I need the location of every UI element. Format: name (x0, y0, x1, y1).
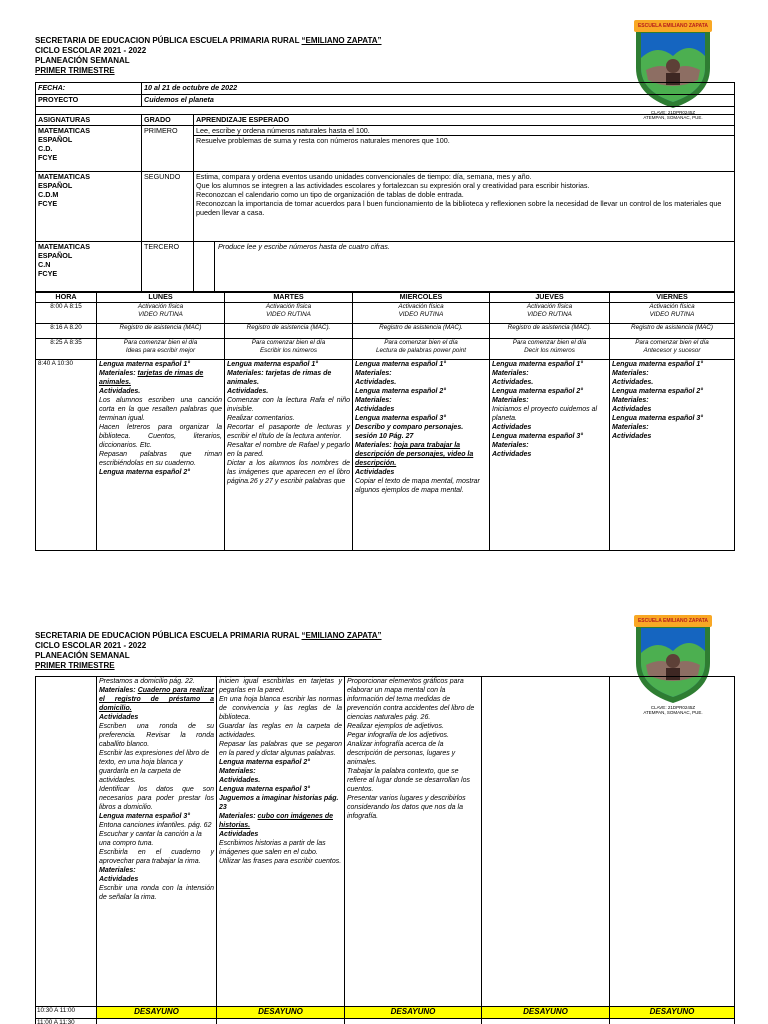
col-martes: MARTES (225, 292, 353, 303)
materials-value: cubo con imágenes de historias. (219, 813, 333, 829)
break-cell: DESAYUNO (482, 1007, 610, 1019)
block-heading: Lengua materna español 1° (612, 361, 704, 368)
block-heading: Lengua materna español 1° (492, 361, 584, 368)
activity-text: Activación física (265, 303, 312, 310)
materials-value: Cuaderno para realizar el registro de préstamo a domicilio. (99, 687, 214, 712)
block-heading: Lengua materna español 2° (612, 388, 704, 395)
subject: FCYE (38, 199, 58, 208)
document-header (35, 631, 382, 671)
activity-text: Escuchar y cantar la canción a la una compro tuna. (99, 831, 202, 847)
subjects-cell (36, 172, 142, 242)
grade-cell: SEGUNDO (142, 172, 194, 242)
plan-title: PLANEACIÓN SEMANAL (35, 56, 130, 65)
activity-text: Escriben una ronda de su preferencia. Revisar la ronda caballito blanco. (99, 723, 214, 748)
school-prefix: SECRETARIA DE EDUCACION PÚBLICA ESCUELA PRIMARIA RURAL (35, 36, 302, 45)
wednesday-block-continued (345, 677, 482, 1007)
materials-label: Materiales: (492, 442, 529, 449)
activity-text: VIDEO RUTINA (138, 311, 183, 318)
activity-text: En una hoja blanca escribir las normas de convivencia y las reglas de la biblioteca. (219, 696, 342, 721)
subject: MATEMATICAS (38, 126, 91, 135)
time-cell (36, 677, 97, 1007)
activity-cell (490, 303, 610, 324)
activity-text: Dictar a los alumnos los nombres de las imágenes que aparecen en el libro página.26 y 27 y escribir palabras que (227, 460, 350, 485)
learning-item: Reconozcan la importancia de tomar acuerdos para l buen funcionamiento de la biblioteca y reflexionen sobre la necesidad de llevar un control de los materiales que pueden llevar a casa. (196, 199, 722, 217)
subjects-cell (36, 126, 142, 172)
break-cell: DESAYUNO (217, 1007, 345, 1019)
activity-text: VIDEO RUTINA (266, 311, 311, 318)
activity-text: Realizar ejemplos de adjetivos. (347, 723, 444, 730)
block-heading: Lengua materna español 2° (219, 759, 311, 766)
block-heading: Lengua materna español 2° (355, 388, 447, 395)
logo-caption-2: ATEMPAN, SOMANAC, PUE. (643, 115, 703, 120)
activity-text: Analizar infografía acerca de la descripción de personas, lugares y animales. (347, 741, 456, 766)
materials-label: Materiales: (612, 397, 649, 404)
activity-cell: Registro de asistencia (MAC). (225, 324, 353, 339)
header-grado: GRADO (142, 115, 194, 126)
empty-cell (610, 1019, 735, 1024)
activity-cell (225, 303, 353, 324)
monday-block (97, 360, 225, 551)
monday-block-continued (97, 677, 217, 1007)
activity-text: Escribir una ronda con la intensión de señalar la rima. (99, 885, 214, 901)
activity-cell: Registro de asistencia (MAC). (353, 324, 490, 339)
thursday-block-continued (482, 677, 610, 1007)
activity-text: Iniciamos el proyecto cuidemos al planeta. (492, 406, 598, 422)
activity-text: Trabajar la palabra contexto, que se refiere al lugar donde se desarrollan los cuentos. (347, 768, 470, 793)
school-line (35, 631, 382, 641)
block-heading: Lengua materna español 3° (219, 786, 311, 793)
plan-title: PLANEACIÓN SEMANAL (35, 651, 130, 660)
activity-text: Repasan palabras que riman escribiéndolas en su cuaderno. (99, 451, 222, 467)
subject: ESPAÑOL (38, 251, 73, 260)
page-2 (0, 595, 768, 1024)
activity-text: Escribirla en el cuaderno y aprovechar para trabajar la rima. (99, 849, 214, 865)
activity-cell: Registro de asistencia (MAC). (490, 324, 610, 339)
activities-label: Actividades. (227, 388, 269, 395)
activity-cell (353, 339, 490, 360)
activities-label: Actividades (99, 714, 139, 721)
col-viernes: VIERNES (610, 292, 735, 303)
activity-text: Activación física (137, 303, 184, 310)
materials-label: Materiales: (99, 370, 138, 377)
empty-cell (482, 1019, 610, 1024)
col-lunes: LUNES (97, 292, 225, 303)
activity-cell (97, 303, 225, 324)
activity-text: Repasar las palabras que se pegaron en la pared y dictar algunas palabras. (219, 741, 342, 757)
tuesday-block-continued (217, 677, 345, 1007)
activity-text: Pegar infografía de los adjetivos. (347, 732, 449, 739)
activity-text: VIDEO RUTINA (527, 311, 572, 318)
subject: C.N (38, 260, 51, 269)
block-heading: Lengua materna español 1° (355, 361, 447, 368)
activity-text: Para comenzar bien el día (635, 339, 709, 346)
time-cell: 8:16 A 8.20 (36, 324, 97, 339)
materials-line (99, 686, 214, 713)
fecha-label: FECHA: (36, 83, 142, 95)
learning-item: Reconozcan el calendario como un tipo de organización de tablas de doble entrada. (196, 190, 464, 199)
materials-label: Materiales: (355, 370, 392, 377)
tuesday-block (225, 360, 353, 551)
subject: ESPAÑOL (38, 135, 73, 144)
activity-text: Hacen letreros para organizar la biblioteca. Cuentos, literarios, diccionarios. Etc. (99, 424, 222, 449)
activities-label: Actividades (219, 831, 259, 838)
learning-cell (194, 242, 735, 293)
activity-text: Decir los números (524, 347, 575, 354)
grade-cell: PRIMERO (142, 126, 194, 172)
logo-caption-2: ATEMPAN, SOMANAC, PUE. (643, 710, 703, 715)
time-cell: 10:30 A 11:00 (36, 1007, 97, 1019)
activities-label: Actividades. (219, 777, 261, 784)
materials-line (99, 369, 222, 387)
activity-text: Presentar varios lugares y describirlos considerando los datos que nos da la infografía. (347, 795, 466, 820)
activity-text: Ideas para escribir mejor (125, 347, 196, 354)
activity-text: Escribimos historias a partir de las imágenes que salen en el cubo. (219, 840, 326, 856)
break-cell: DESAYUNO (345, 1007, 482, 1019)
activities-label: Actividades. (612, 379, 654, 386)
block-heading: Lengua materna español 3° (492, 433, 584, 440)
activity-text: Prestamos a domicilio pág. 22. (99, 678, 195, 685)
block-heading: Lengua materna español 1° (99, 361, 191, 368)
logo-caption-1: CLAVE: 21DPR0245Z (650, 110, 696, 115)
materials-label: Materiales: (355, 442, 394, 449)
materials-label: Materiales: (612, 424, 649, 431)
col-miercoles: MIERCOLES (353, 292, 490, 303)
activity-text: Entona canciones infantiles. pág. 62 (99, 822, 212, 829)
header-aprendizaje: APRENDIZAJE ESPERADO (194, 115, 735, 126)
wednesday-block (353, 360, 490, 551)
activity-cell (610, 303, 735, 324)
activities-label: Actividades (612, 406, 652, 413)
proyecto-value: Cuidemos el planeta (142, 95, 735, 107)
block-heading: Lengua materna español 3° (99, 813, 191, 820)
activity-cell: Registro de asistencia (MAC) (97, 324, 225, 339)
activity-text: Para comenzar bien el día (123, 339, 198, 346)
activity-text: Para comenzar bien el día (512, 339, 587, 346)
subject: C.D.M (38, 190, 59, 199)
subject: ESPAÑOL (38, 181, 73, 190)
empty-cell (97, 1019, 217, 1024)
materials-line: Materiales: tarjetas de rimas de animales. (227, 370, 332, 386)
school-line (35, 36, 382, 46)
activity-cell: Registro de asistencia (MAC) (610, 324, 735, 339)
materials-label: Materiales: (99, 687, 138, 694)
activity-cell (490, 339, 610, 360)
activity-text: Lectura de palabras power point (376, 347, 466, 354)
activity-text: Para comenzar bien el día (251, 339, 326, 346)
school-name: “EMILIANO ZAPATA” (301, 631, 382, 640)
activity-cell (225, 339, 353, 360)
materials-label: Materiales: (492, 370, 529, 377)
activity-text: Antecesor y sucesor (643, 347, 701, 354)
time-cell: 8:40 A 10:30 (36, 360, 97, 551)
term-title: PRIMER TRIMESTRE (35, 661, 115, 670)
school-cycle: CICLO ESCOLAR 2021 - 2022 (35, 46, 147, 55)
activities-label: Actividades (99, 876, 139, 883)
activities-label: Actividades. (492, 379, 534, 386)
spacer-row (36, 107, 735, 115)
school-name: “EMILIANO ZAPATA” (301, 36, 382, 45)
fecha-value: 10 al 21 de octubre de 2022 (142, 83, 735, 95)
time-cell: 11:00 A 11:30 (36, 1019, 97, 1024)
activities-label: Actividades. (355, 379, 397, 386)
logo-banner: ESCUELA EMILIANO ZAPATA (637, 618, 709, 624)
activity-text: Activación física (649, 303, 695, 310)
activity-text: Utilizar las frases para escribir cuentos. (219, 858, 342, 865)
activity-text: Comenzar con la lectura Rafa el niño invisible. (227, 397, 350, 413)
activity-text: Guardar las reglas en la carpeta de actividades. (219, 723, 342, 739)
materials-label: Materiales: (219, 768, 256, 775)
block-heading: Lengua materna español 3° (612, 415, 704, 422)
block-heading: Lengua materna español 1° (227, 361, 319, 368)
subjects-cell (36, 242, 142, 293)
header-asignaturas: ASIGNATURAS (36, 115, 142, 126)
materials-label: Materiales: (219, 813, 258, 820)
block-heading: Lengua materna español 2° (492, 388, 584, 395)
time-cell: 8:00 A 8:15 (36, 303, 97, 324)
activity-text: Copiar el texto de mapa mental, mostrar algunos ejemplos de mapa mental. (355, 478, 480, 494)
learning-cell (194, 172, 735, 242)
learning-item: Lee, escribe y ordena números naturales hasta el 100. (194, 126, 734, 136)
activity-text: Para comenzar bien el día (384, 339, 458, 346)
materials-label: Materiales: (492, 397, 529, 404)
activity-text: Activación física (398, 303, 444, 310)
term-title: PRIMER TRIMESTRE (35, 66, 115, 75)
subject: MATEMATICAS (38, 172, 91, 181)
activity-text: Escribir los números (259, 347, 318, 354)
document-header (35, 36, 382, 76)
empty-cell (217, 1019, 345, 1024)
materials-line (355, 441, 487, 468)
proyecto-label: PROYECTO (36, 95, 142, 107)
school-prefix: SECRETARIA DE EDUCACION PÚBLICA ESCUELA PRIMARIA RURAL (35, 631, 302, 640)
subject: FCYE (38, 269, 58, 278)
activity-text: Los alumnos escriben una canción corta en la que resalten palabras que terminan igual. (99, 397, 222, 422)
materials-value: tarjetas de rimas de animales. (99, 370, 204, 386)
lesson-title: Juguemos a imaginar historias pág. 23 (219, 795, 339, 811)
logo-banner: ESCUELA EMILIANO ZAPATA (637, 23, 709, 29)
activities-label: Actividades (492, 451, 532, 458)
col-jueves: JUEVES (490, 292, 610, 303)
subject: FCYE (38, 153, 58, 162)
break-cell: DESAYUNO (97, 1007, 217, 1019)
activity-text: VIDEO RUTINA (649, 311, 695, 318)
subject: MATEMATICAS (38, 242, 91, 251)
lesson-title: Describo y comparo personajes. sesión 10 Pág. 27 (355, 424, 464, 440)
activities-label: Actividades (355, 406, 395, 413)
activities-label: Actividades (355, 469, 395, 476)
learning-item: Que los alumnos se integren a las actividades escolares y fortalezcan su expresión oral y creatividad para escribir historias. (196, 181, 590, 190)
materials-line (219, 812, 342, 830)
activity-text: VIDEO RUTINA (398, 311, 444, 318)
activities-label: Actividades (612, 433, 652, 440)
activity-text: Escribir las expresiones del libro de texto, en una hoja blanca y guardarla en la carpeta de actividades. (99, 750, 210, 784)
materials-label: Materiales: (355, 397, 392, 404)
thursday-block (490, 360, 610, 551)
materials-label: Materiales: (612, 370, 649, 377)
activity-text: Realizar comentarios. (227, 415, 295, 422)
learning-cell (194, 126, 735, 172)
activity-text: Identificar los datos que son necesarios para poder prestar los libros a domicilio. (99, 786, 214, 811)
materials-label: Materiales: (99, 867, 136, 874)
activity-text: Proporcionar elementos gráficos para elaborar un mapa mental con la información del tema medidas de prevención contra accidentes del libro de ciencias naturales pág. 26. (347, 678, 475, 721)
grade-cell: TERCERO (142, 242, 194, 293)
activity-cell (610, 339, 735, 360)
activity-text: Recortar el pasaporte de lecturas y escribir el título de la lectura anterior. (227, 424, 350, 440)
block-heading: Lengua materna español 3° (355, 415, 447, 422)
friday-block-continued (610, 677, 735, 1007)
materials-value: hoja para trabajar la descripción de personajes, video la descripción. (355, 442, 474, 467)
school-cycle: CICLO ESCOLAR 2021 - 2022 (35, 641, 147, 650)
activities-label: Actividades (492, 424, 532, 431)
schedule-table (35, 291, 735, 551)
empty-cell (345, 1019, 482, 1024)
col-hora: HORA (36, 292, 97, 303)
schedule-table-continued (35, 676, 735, 1024)
friday-block (610, 360, 735, 551)
info-table (35, 82, 735, 293)
subject: C.D. (38, 144, 53, 153)
block-heading: Lengua materna español 2° (99, 469, 191, 476)
break-cell: DESAYUNO (610, 1007, 735, 1019)
activity-text: Resaltar el nombre de Rafael y pegarlo en la pared. (227, 442, 350, 458)
activity-text: inicien igual escribirlas en tarjetas y pegarlas en la pared. (219, 678, 342, 694)
activity-cell (97, 339, 225, 360)
activity-cell (353, 303, 490, 324)
activity-text: Activación física (526, 303, 573, 310)
learning-divider (194, 242, 215, 292)
activities-label: Actividades. (99, 388, 141, 395)
time-cell: 8:25 A 8:35 (36, 339, 97, 360)
logo-caption-1: CLAVE: 21DPR0245Z (650, 705, 696, 710)
learning-item: Produce lee y escribe números hasta de cuatro cifras. (218, 242, 390, 251)
learning-item: Estima, compara y ordena eventos usando unidades convencionales de tiempo: día, semana, mes y año. (196, 172, 532, 181)
learning-item: Resuelve problemas de suma y resta con números naturales menores que 100. (196, 136, 450, 145)
